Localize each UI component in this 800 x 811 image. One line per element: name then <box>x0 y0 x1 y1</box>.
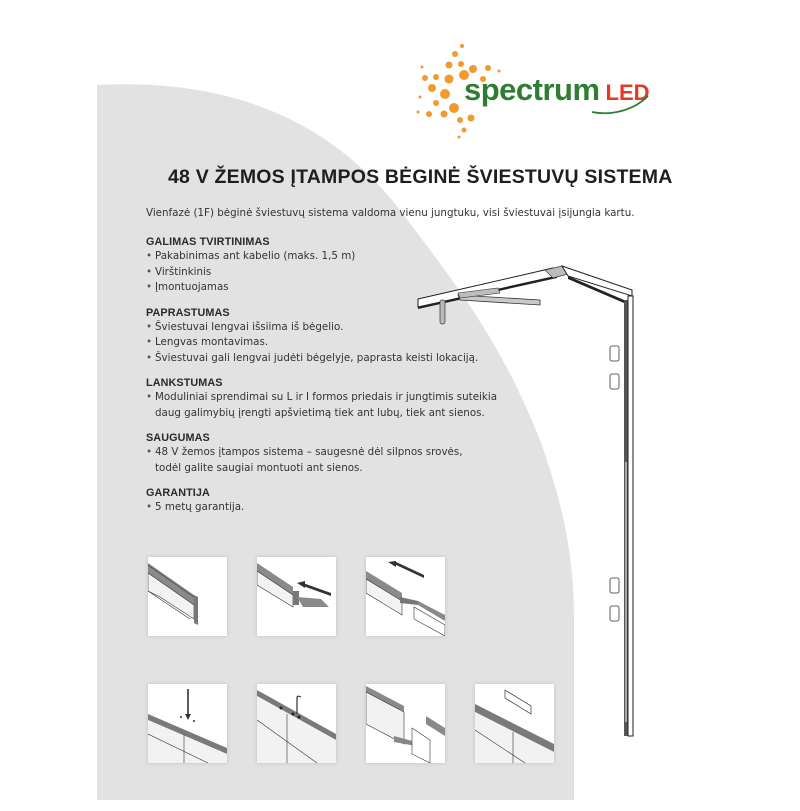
section-heading: SAUGUMAS <box>146 432 210 444</box>
section-heading: PAPRASTUMAS <box>146 306 230 319</box>
spectrum-led-logo <box>412 42 652 142</box>
connector-insert-icon <box>257 557 336 636</box>
list-item: • 48 V žemos įtampos sistema – saugesnė dėl silpnos srovės, todėl galite saugiai montuoti ant sienos. <box>146 445 476 476</box>
list-item: • Šviestuvai gali lengvai judėti bėgelyje, paprasta keisti lokaciją. <box>146 351 566 367</box>
list-item: • Moduliniai sprendimai su L ir I formos priedais ir jungtimis suteikia daug galimybių įrengti apšvietimą tiek ant lubų, tiek ant sienos. <box>146 390 526 421</box>
section-heading: LANKSTUMAS <box>146 377 223 389</box>
brand-suffix: LED <box>605 80 650 105</box>
step-connector-insert <box>257 557 336 636</box>
brand-name: spectrum <box>464 72 600 107</box>
list-item: • Virštinkinis <box>146 265 566 281</box>
list-item: • Šviestuvai lengvai išsiima iš bėgelio. <box>146 320 566 336</box>
section-heading: GARANTIJA <box>146 487 210 499</box>
list-item: • Įmontuojamas <box>146 280 566 296</box>
list-item: • 5 metų garantija. <box>146 500 566 516</box>
rail-profile-icon <box>148 557 227 636</box>
intro-text: Vienfazė (1F) bėginė šviestuvų sistema valdoma vienu jungtuku, visi šviestuvai įsijungia kartu. <box>146 207 635 219</box>
step-hex-key-tighten <box>257 684 336 763</box>
logo-swoosh-icon <box>412 42 652 142</box>
section-heading: GALIMAS TVIRTINIMAS <box>146 236 270 248</box>
hex-key-icon <box>257 684 336 763</box>
screw-down-icon <box>148 684 227 763</box>
step-rail-profile <box>148 557 227 636</box>
step-screw-down <box>148 684 227 763</box>
page-title: 48 V ŽEMOS ĮTAMPOS BĖGINĖ ŠVIESTUVŲ SISTEMA <box>168 166 673 188</box>
list-item: • Lengvas montavimas. <box>146 335 566 351</box>
list-item: • Pakabinimas ant kabelio (maks. 1,5 m) <box>146 249 566 265</box>
rail-system-diagram <box>410 262 650 762</box>
